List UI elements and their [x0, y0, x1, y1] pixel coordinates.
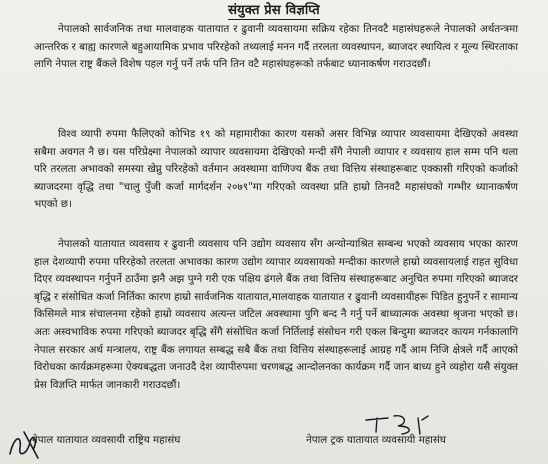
paragraph-3: नेपालको यातायात व्यवसाय र ढुवानी व्यवसाय पनि उद्योग व्यवसाय सँग अन्योन्याश्रित सम्बन्ध भएको व्यवसाय भएका कारण हाल देशव्यापी रुपमा परिरहेको तरलता अभावका कारण उद्योग व्यापार व्यवसायको मन्दीका कारणले हाम्रो व्यवसायलाई राहत सुविधा दिएर व्यवस्थापन गर्नुपर्ने ठाउँमा झनै अझ पुग्ने गरी एक पक्षिय ढंगले बैंक तथा वित्तिय संस्थाहरूबाट अनुचित रुपमा गरिएको ब्याजदर बृद्धि र संसोधित कर्जा निर्तिका कारण हाम्रो सार्वजनिक यातायात,मालवाहक यातायात र ढुवानी व्यवसायीहरू पिडित हुनुपर्ने र सामान्य किसिमले मात्र संचालनमा रहेको हाम्रो व्यवसाय अत्यन्त जटिल अवस्थामा पुगि बन्द नै गर्नु पर्ने बाध्यात्मक अवस्था श्रृजना भएको छ। अतः अस्वभाविक रुपमा गरिएको ब्याजदर बृद्धि सँगै संसोधित कर्जा निर्तिलाई संसोधन गरी एकल बिन्दुमा ब्याजदर कायम गर्नकालागि नेपाल सरकार अर्थ मन्त्रालय, राष्ट्र बैंक लगायत सम्बद्ध सबै बैंक तथा वित्तिय संस्थाहरूलाई आग्रह गर्दै आम निजि क्षेत्रले गर्दै आएको विरोधका कार्यक्रमहरूमा ऐक्यबद्धता जनाउदै देश व्यापीरुपमा चरणबद्ध आन्दोलनका कार्यक्रम गर्दै जान बाध्य हुने व्यहोरा यसै संयुक्त प्रेस विज्ञप्ति मार्फत जानकारी गराउदछौं।	[34, 238, 518, 391]
signatory-left: नेपाल यातायात व्यवसायी राष्ट्रिय महासंघ	[32, 434, 181, 446]
document-title-text: संयुक्त प्रेस विज्ञप्ति	[228, 3, 320, 18]
paragraph-2: विश्व व्यापी रुपमा फैलिएको कोभिड १९ को महामारीका कारण यसको असर विभिन्न व्यापार व्यवसायमा देखिएको अवस्था सबैमा अवगत नै छ। यस परिप्रेक्ष्मा नेपालको व्यापार व्यवसायमा देखिएको मन्दी सँगै नेपाली व्यापार र व्यवसाय हाल सम्म पनि थला परि तरलता अभावको समस्या खेप्नु परिरहेको वर्तमान अवस्थामा वाणिज्य बैंक तथा वित्तिय संस्थाहरूबाट एक्कासी गरिएको कर्जाको ब्याजदरमा वृद्धि तथा "चालु पुँजी कर्जा मार्गदर्शन २०७९"मा गरिएको व्यवस्था प्रति हाम्रो तिनवटै महासंघको गम्भीर ध्यानाकर्षण भएको छ।	[34, 128, 518, 211]
signatory-right: नेपाल ट्रक यातायात व्यवसायी महासंघ	[306, 434, 446, 446]
document-title	[0, 2, 548, 20]
paragraph-1: नेपालको सार्वजनिक तथा मालवाहक यातायात र ढुवानी व्यवसायमा सक्रिय रहेका तिनवटै महासंघहरूले नेपालको अर्थतन्त्रमा आन्तरिक र बाह्य कारणले बहुआयामिक प्रभाव परिरहेको तथ्यलाई मनन गर्दै तरलता व्यवस्थापन, ब्याजदर स्थायित्व र मूल्य स्थिरताका लागि नेपाल राष्ट्र बैंकले विशेष पहल गर्नु पर्ने तर्फ पनि तिन वटै महासंघहरूको तर्फबाट ध्यानाकर्षण गराउदछौं।	[34, 23, 518, 71]
